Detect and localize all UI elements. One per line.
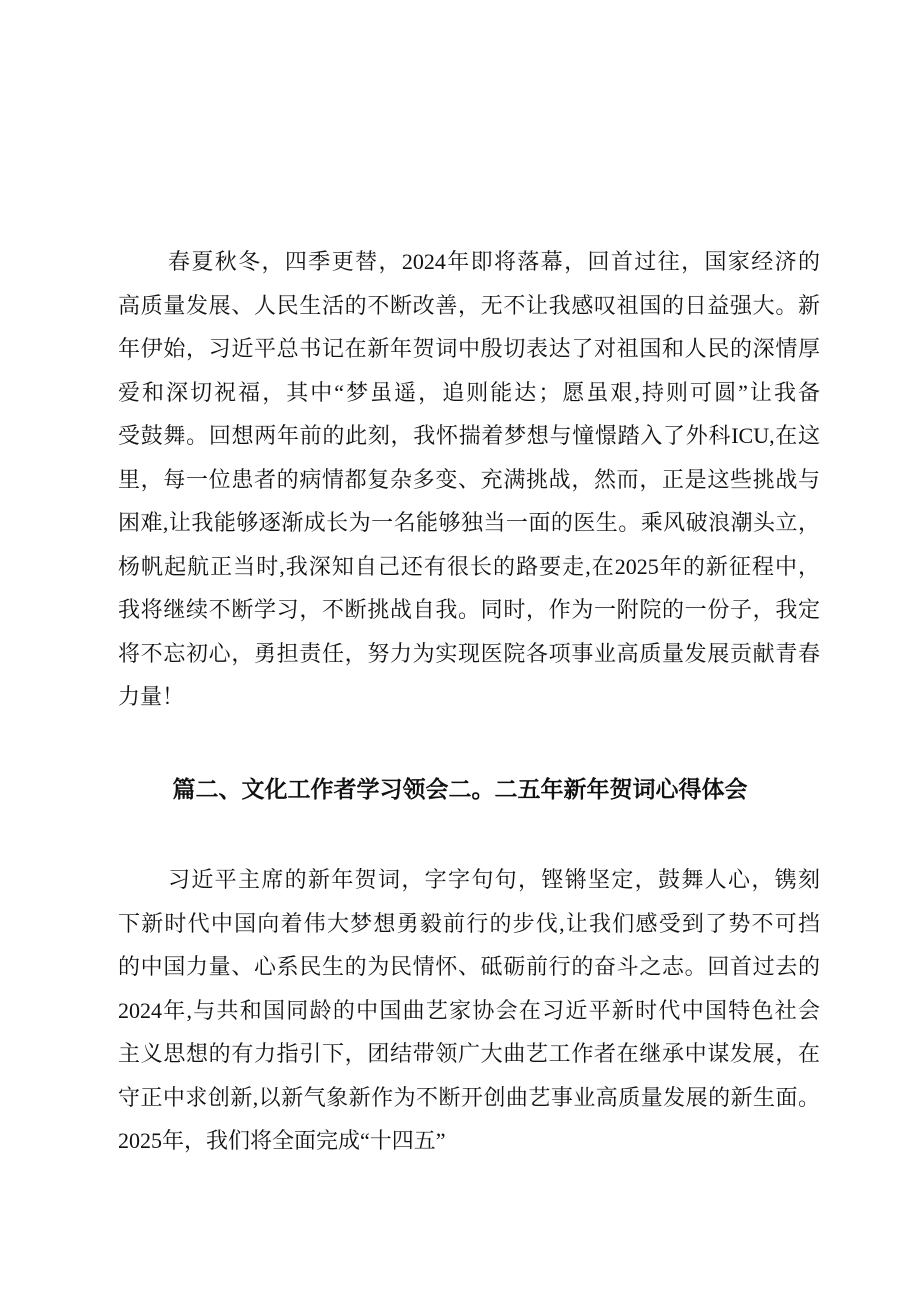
paragraph-line: 2025年，我们将全面完成“十四五”	[118, 1128, 446, 1153]
paragraph-line: 爱和深切祝福，其中“梦虽遥，追则能达；愿虽艰,持则可圆”让我备	[118, 379, 820, 405]
paragraph-line: 困难,让我能够逐渐成长为一名能够独当一面的医生。乘风破浪潮头立，	[118, 510, 820, 535]
paragraph-line: 年伊始，习近平总书记在新年贺词中殷切表达了对祖国和人民的深情厚	[118, 336, 820, 361]
paragraph-line: 高质量发展、人民生活的不断改善，无不让我感叹祖国的日益强大。新	[118, 292, 820, 318]
paragraph-line: 的中国力量、心系民生的为民情怀、砥砺前行的奋斗之志。回首过去的	[118, 954, 820, 979]
paragraph-section-two	[118, 858, 820, 1163]
paragraph-line: 将不忘初心，勇担责任，努力为实现医院各项事业高质量发展贡献青春	[118, 640, 820, 666]
paragraph-line: 我将继续不断学习，不断挑战自我。同时，作为一附院的一份子，我定	[118, 597, 820, 622]
paragraph-section-one	[118, 240, 820, 719]
paragraph-line: 2024年,与共和国同龄的中国曲艺家协会在习近平新时代中国特色社会	[118, 997, 820, 1023]
paragraph-line: 力量！	[118, 684, 185, 709]
section-heading: 篇二、文化工作者学习领会二。二五年新年贺词心得体会	[172, 777, 748, 803]
paragraph-line: 里，每一位患者的病情都复杂多变、充满挑战，然而，正是这些挑战与	[118, 466, 820, 492]
paragraph-line: 下新时代中国向着伟大梦想勇毅前行的步伐,让我们感受到了势不可挡	[118, 910, 820, 936]
paragraph-line: 受鼓舞。回想两年前的此刻，我怀揣着梦想与憧憬踏入了外科ICU,在这	[118, 423, 820, 448]
paragraph-line: 守正中求创新,以新气象新作为不断开创曲艺事业高质量发展的新生面。	[118, 1084, 820, 1110]
paragraph-line: 杨帆起航正当时,我深知自己还有很长的路要走,在2025年的新征程中，	[118, 553, 820, 579]
paragraph-line: 春夏秋冬，四季更替，2024年即将落幕，回首过往，国家经济的	[168, 249, 820, 274]
paragraph-line: 习近平主席的新年贺词，字字句句，铿锵坚定，鼓舞人心，镌刻	[168, 867, 820, 892]
paragraph-line: 主义思想的有力指引下，团结带领广大曲艺工作者在继承中谋发展，在	[118, 1041, 820, 1066]
